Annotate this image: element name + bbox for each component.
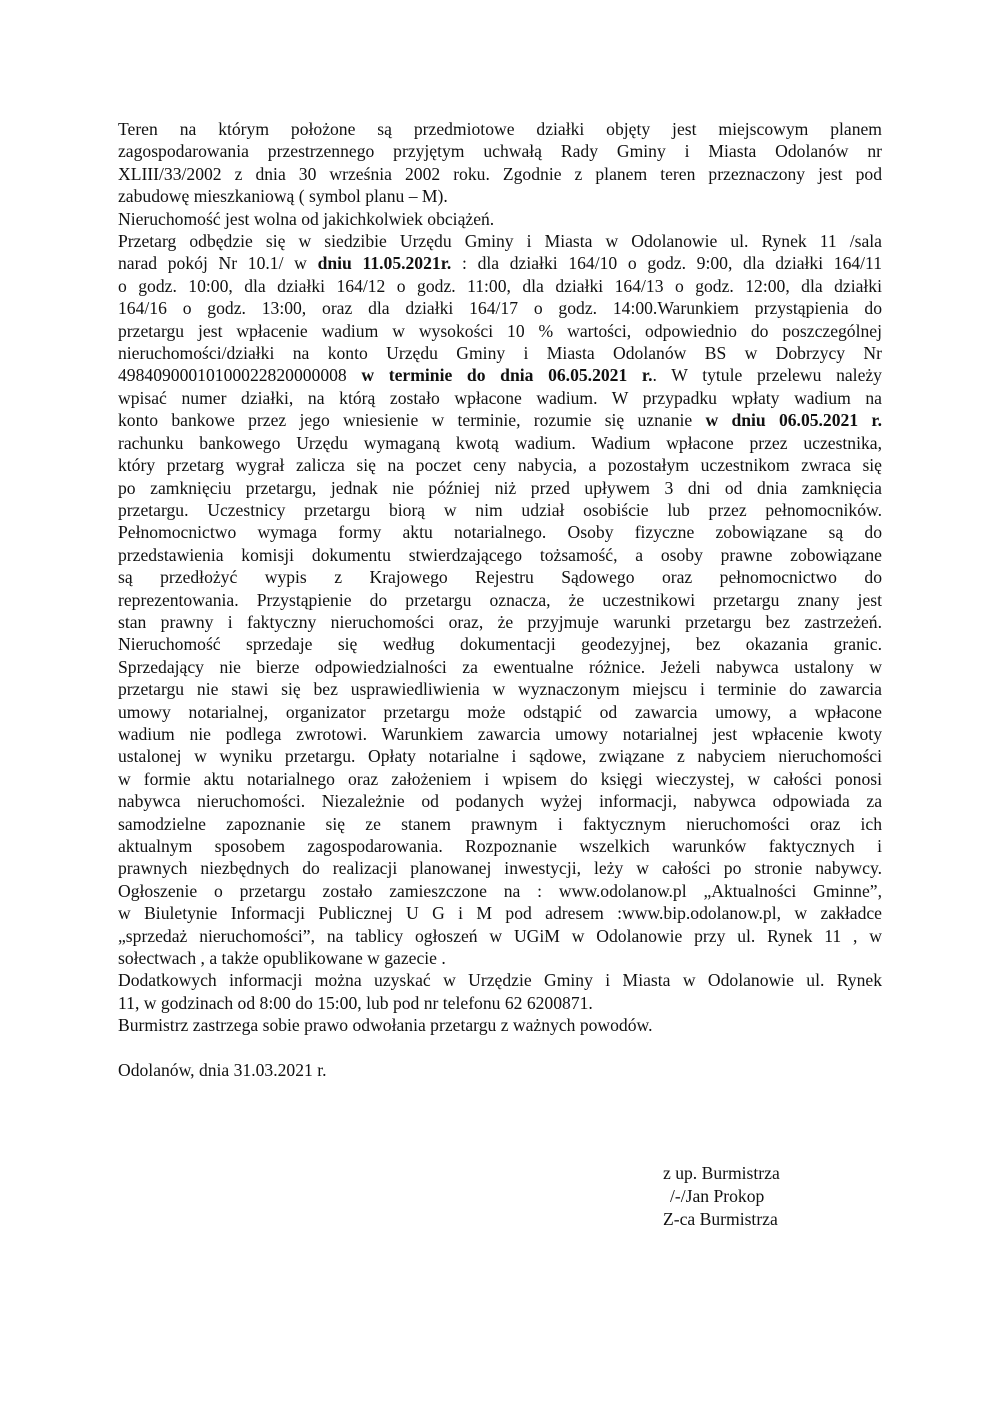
text-line-deposit-date: konto bankowe przez jego wniesienie w terminie, rozumie się uznanie w dniu 06.05.2021 r. bbox=[118, 410, 882, 431]
deposit-deadline: w terminie do dnia 06.05.2021 r. bbox=[361, 365, 653, 386]
signature-line-authority: z up. Burmistrza bbox=[663, 1163, 780, 1183]
text-line: o godz. 10:00, dla działki 164/12 o godz. 11:00, dla działki 164/13 o godz. 12:00, dla działki bbox=[118, 275, 882, 296]
text-line: aktualnym sposobem zagospodarowania. Rozpoznanie wszelkich warunków faktycznych i bbox=[118, 836, 882, 856]
text-line: nieruchomości/działki na konto Urzędu Gminy i Miasta Odolanów BS w Dobrzycy Nr bbox=[118, 343, 882, 364]
text-line: przetargu jest wpłacenie wadium w wysokości 10 % wartości, odpowiednio do poszczególnej bbox=[118, 320, 882, 341]
text-line: reprezentowania. Przystąpienie do przetargu oznacza, że uczestnikowi przetargu znany jest bbox=[118, 589, 882, 610]
text-line: Sprzedający nie bierze odpowiedzialności za ewentualne różnice. Jeżeli nabywca ustalony w bbox=[118, 656, 882, 677]
text-line-account: 49840900010100022820000008 w terminie do dnia 06.05.2021 r.. W tytule przelewu należy bbox=[118, 365, 882, 386]
deposit-credit-date: w dniu 06.05.2021 r. bbox=[705, 410, 882, 431]
text-line: umowy notarialnej, organizator przetargu może odstąpić od zawarcia umowy, a wpłacone bbox=[118, 701, 882, 722]
text-line: 164/16 o godz. 13:00, oraz dla działki 164/17 o godz. 14:00.Warunkiem przystąpienia do bbox=[118, 298, 882, 319]
text-line: zabudowę mieszkaniową ( symbol planu – M). bbox=[118, 186, 448, 207]
text-line: przetargu nie stawi się bez usprawiedliwienia w wyznaczonym miejscu i terminie do zawarcia bbox=[118, 679, 882, 700]
text-line: przedstawienia komisji dokumentu stwierdzającego tożsamość, a osoby prawne zobowiązane bbox=[118, 544, 882, 565]
text-line: nabywca nieruchomości. Niezależnie od podanych wyżej informacji, nabywca odpowiada za bbox=[118, 791, 882, 812]
signature-block bbox=[663, 1162, 780, 1231]
text-line: Nieruchomość sprzedaje się według dokumentacji geodezyjnej, bez okazania granic. bbox=[118, 634, 882, 655]
text-line: sołectwach , a także opublikowane w gazecie . bbox=[118, 948, 446, 969]
text-line: rachunku bankowego Urzędu wymaganą kwotą wadium. Wadium wpłacone przez uczestnika, bbox=[118, 432, 882, 453]
text-line: przetargu. Uczestnicy przetargu biorą w nim udział osobiście lub przez pełnomocników. bbox=[118, 499, 882, 520]
spacer bbox=[118, 1037, 882, 1059]
text-line: samodzielne zapoznanie się ze stanem prawnym i faktycznym nieruchomości oraz ich bbox=[118, 813, 882, 834]
text-line: stan prawny i faktyczny nieruchomości oraz, że przyjmuje warunki przetargu bez zastrzeżeń. bbox=[118, 611, 882, 632]
text-line-auction-date: narad pokój Nr 10.1/ w dniu 11.05.2021r. : dla działki 164/10 o godz. 9:00, dla działki 164/11 bbox=[118, 253, 883, 274]
text-line: wadium nie podlega zwrotowi. Warunkiem zawarcia umowy notarialnej jest wpłacenie kwoty bbox=[118, 723, 882, 744]
text-line: wpisać numer działki, na którą zostało wpłacone wadium. W przypadku wpłaty wadium na bbox=[118, 387, 882, 408]
date-line: Odolanów, dnia 31.03.2021 r. bbox=[118, 1059, 327, 1080]
text-line: Teren na którym położone są przedmiotowe działki objęty jest miejscowym planem bbox=[118, 119, 882, 139]
signature-line-name: /-/Jan Prokop bbox=[670, 1186, 765, 1206]
signature-line-title: Z-ca Burmistrza bbox=[663, 1209, 778, 1229]
text-line: Burmistrz zastrzega sobie prawo odwołania przetargu z ważnych powodów. bbox=[118, 1015, 653, 1036]
text-line: „sprzedaż nieruchomości”, na tablicy ogłoszeń w UGiM w Odolanowie przy ul. Rynek 11 , w bbox=[118, 925, 882, 946]
text-line: Przetarg odbędzie się w siedzibie Urzędu Gminy i Miasta w Odolanowie ul. Rynek 11 /sala bbox=[118, 231, 882, 252]
text-line: w formie aktu notarialnego oraz założeniem i wpisem do księgi wieczystej, w całości ponosi bbox=[118, 768, 882, 789]
text-line: prawnych niezbędnych do realizacji planowanej inwestycji, leży w całości po stronie nabywcy. bbox=[118, 858, 882, 879]
announcement-body bbox=[118, 118, 882, 1081]
text-line: po zamknięciu przetargu, jednak nie później niż przed upływem 3 dni od dnia zamknięcia bbox=[118, 477, 882, 498]
auction-date: dniu 11.05.2021r. bbox=[317, 253, 452, 274]
text-line: są przedłożyć wypis z Krajowego Rejestru Sądowego oraz pełnomocnictwo do bbox=[118, 567, 882, 588]
text-line: Nieruchomość jest wolna od jakichkolwiek obciążeń. bbox=[118, 208, 495, 229]
bank-account-number: 49840900010100022820000008 bbox=[118, 365, 362, 386]
text-line: który przetarg wygrał zalicza się na poczet ceny nabycia, a pozostałym uczestnikom zwraca się bbox=[118, 455, 882, 476]
text-line: ustalonej w wyniku przetargu. Opłaty notarialne i sądowe, związane z nabyciem nieruchomości bbox=[118, 746, 882, 767]
announcement-text bbox=[118, 118, 882, 1037]
text-line: Ogłoszenie o przetargu zostało zamieszczone na : www.odolanow.pl „Aktualności Gminne”, bbox=[118, 880, 882, 901]
text-line: 11, w godzinach od 8:00 do 15:00, lub pod nr telefonu 62 6200871. bbox=[118, 992, 593, 1013]
text-line: XLIII/33/2002 z dnia 30 września 2002 roku. Zgodnie z planem teren przeznaczony jest pod bbox=[118, 163, 882, 184]
text-line: zagospodarowania przestrzennego przyjętym uchwałą Rady Gminy i Miasta Odolanów nr bbox=[118, 141, 882, 162]
text-line: Pełnomocnictwo wymaga formy aktu notarialnego. Osoby fizyczne zobowiązane są do bbox=[118, 522, 882, 543]
text-line: Dodatkowych informacji można uzyskać w Urzędzie Gminy i Miasta w Odolanowie ul. Rynek bbox=[118, 970, 882, 991]
text-line: w Biuletynie Informacji Publicznej U G i M pod adresem :www.bip.odolanow.pl, w zakładce bbox=[118, 903, 882, 924]
